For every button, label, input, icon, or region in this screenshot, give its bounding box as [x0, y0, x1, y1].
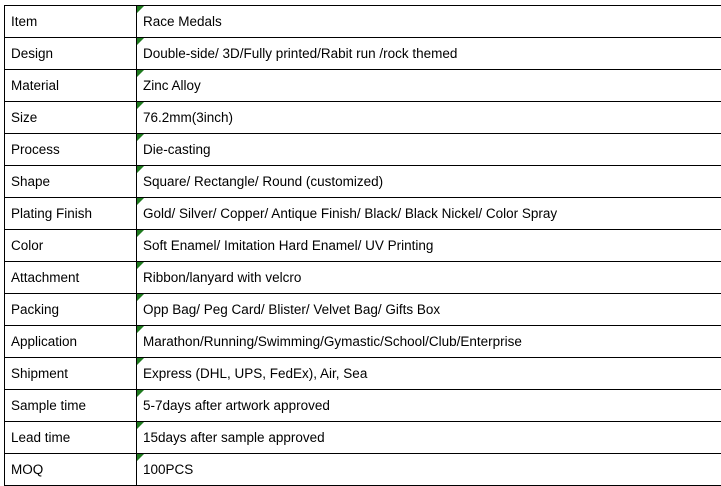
- row-label: Design: [5, 38, 137, 70]
- row-label: Shipment: [5, 358, 137, 390]
- row-value-text: Soft Enamel/ Imitation Hard Enamel/ UV Printing: [143, 230, 433, 261]
- row-value: [137, 294, 721, 326]
- table-row: [5, 38, 721, 70]
- row-label: MOQ: [5, 454, 137, 486]
- row-value: [137, 358, 721, 390]
- row-value-text: Die-casting: [143, 134, 211, 165]
- row-label: Color: [5, 230, 137, 262]
- row-label: Lead time: [5, 422, 137, 454]
- row-value-text: Express (DHL, UPS, FedEx), Air, Sea: [143, 358, 367, 389]
- row-label: Material: [5, 70, 137, 102]
- row-label: Plating Finish: [5, 198, 137, 230]
- table-row: [5, 166, 721, 198]
- row-label: Item: [5, 6, 137, 38]
- row-value-text: Square/ Rectangle/ Round (customized): [143, 166, 383, 197]
- row-value: [137, 326, 721, 358]
- row-value: [137, 262, 721, 294]
- row-value: [137, 230, 721, 262]
- row-value-text: Ribbon/lanyard with velcro: [143, 262, 301, 293]
- row-value: [137, 6, 721, 38]
- row-value-text: Opp Bag/ Peg Card/ Blister/ Velvet Bag/ Gifts Box: [143, 294, 440, 325]
- row-label: Process: [5, 134, 137, 166]
- row-value-text: 76.2mm(3inch): [143, 102, 233, 133]
- row-value-text: Race Medals: [143, 6, 222, 37]
- table-row: [5, 134, 721, 166]
- row-value-text: 5-7days after artwork approved: [143, 390, 330, 421]
- row-value: [137, 38, 721, 70]
- row-value-text: Gold/ Silver/ Copper/ Antique Finish/ Black/ Black Nickel/ Color Spray: [143, 198, 557, 229]
- table-row: [5, 390, 721, 422]
- row-value-text: 100PCS: [143, 454, 193, 485]
- table-row: [5, 454, 721, 486]
- table-row: [5, 262, 721, 294]
- table-row: [5, 294, 721, 326]
- row-label: Application: [5, 326, 137, 358]
- row-value-text: Double-side/ 3D/Fully printed/Rabit run /rock themed: [143, 38, 457, 69]
- table-row: [5, 198, 721, 230]
- table-row: [5, 102, 721, 134]
- row-label: Size: [5, 102, 137, 134]
- specification-table: [4, 5, 721, 486]
- row-value: [137, 166, 721, 198]
- row-label: Attachment: [5, 262, 137, 294]
- table-row: [5, 358, 721, 390]
- row-value: [137, 422, 721, 454]
- table-row: [5, 6, 721, 38]
- table-body: [5, 6, 721, 486]
- row-value: [137, 102, 721, 134]
- row-value-text: 15days after sample approved: [143, 422, 325, 453]
- table-row: [5, 422, 721, 454]
- row-value-text: Marathon/Running/Swimming/Gymastic/School/Club/Enterprise: [143, 326, 522, 357]
- row-value: [137, 70, 721, 102]
- table-row: [5, 326, 721, 358]
- row-value: [137, 390, 721, 422]
- row-label: Packing: [5, 294, 137, 326]
- row-value: [137, 134, 721, 166]
- row-value-text: Zinc Alloy: [143, 70, 201, 101]
- row-value: [137, 454, 721, 486]
- row-value: [137, 198, 721, 230]
- table-row: [5, 70, 721, 102]
- row-label: Sample time: [5, 390, 137, 422]
- row-label: Shape: [5, 166, 137, 198]
- table-row: [5, 230, 721, 262]
